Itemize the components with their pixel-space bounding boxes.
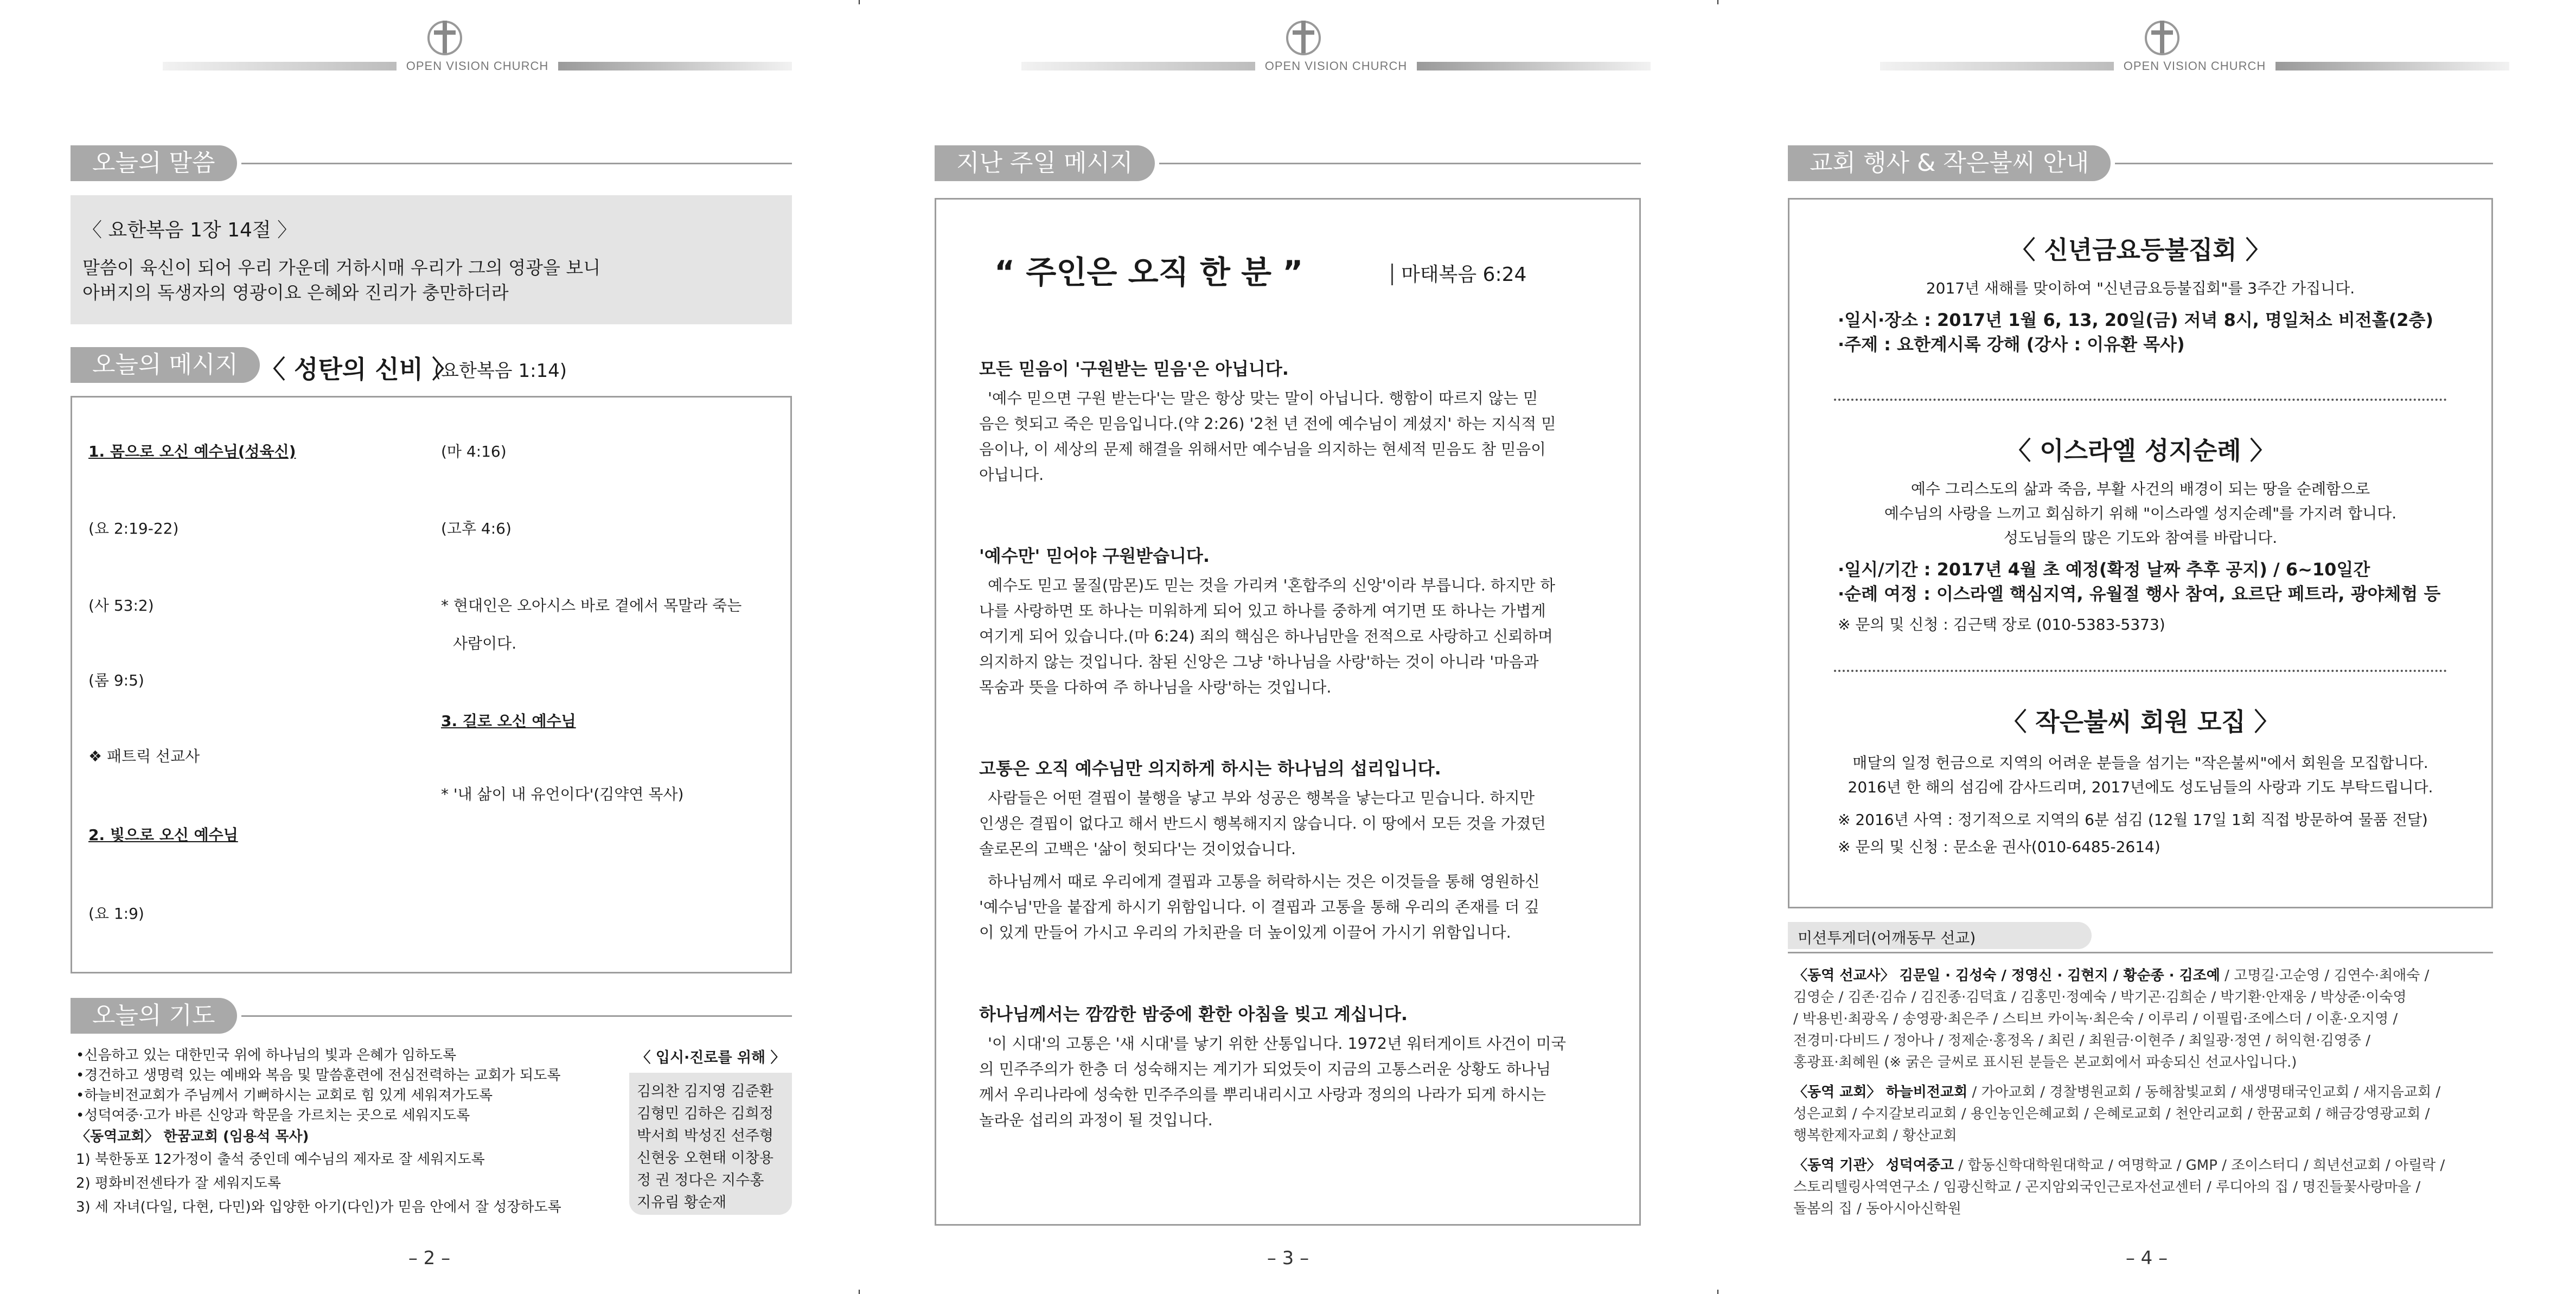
events-header xyxy=(1788,145,2493,181)
outline-reference: (롬 9:5) xyxy=(88,671,144,689)
prayer-item: 1) 북한동포 12가정이 출석 중인데 예수님의 제자로 잘 세워지도록 xyxy=(76,1151,485,1168)
paragraph-line: 음이나, 이 세상의 문제 해결을 위해서만 예수님을 의지하는 현세적 믿음도 참 믿음이 xyxy=(979,440,1546,458)
event-description: 매달의 일정 헌금으로 지역의 어려운 분들을 섬기는 "작은불씨"에서 회원을 모집합니다. xyxy=(1852,754,2428,772)
mission-line-bold: 〈동역 선교사〉 김문일 · 김성숙 / 정영신 · 김현지 / 황순종 · 김조예 xyxy=(1793,968,2220,984)
paragraph-line: 이 있게 만들어 가시고 우리의 가치관을 더 높이있게 이끌어 가시기 위함입니다. xyxy=(979,924,1511,941)
events-box xyxy=(1788,198,2493,908)
paragraph-line: 의 민주주의가 한층 더 성숙해지는 계기가 되었듯이 지금의 고통스러운 상황도 하나님 xyxy=(979,1060,1551,1078)
mission-line-text: 홍광표·최혜원 (※ 굵은 글씨로 표시된 분들은 본교회에서 파송되신 선교사입니다.) xyxy=(1793,1054,2297,1071)
section-heading: 고통은 오직 예수님만 의지하게 하시는 하나님의 섭리입니다. xyxy=(979,758,1441,779)
paragraph-line: 나를 사랑하면 또 하나는 미워하게 되어 있고 하나를 중하게 여기면 또 하나는 가볍게 xyxy=(979,602,1546,620)
event-description: 성도님들의 많은 기도와 참여를 바랍니다. xyxy=(2003,529,2278,547)
mission-line-text: / 고명길·고순영 / 김연수·최애숙 / xyxy=(2220,968,2430,984)
section-label: 오늘의 말씀 xyxy=(71,145,237,181)
mission-line xyxy=(1793,1051,2297,1071)
section-heading: '예수만' 믿어야 구원받습니다. xyxy=(979,546,1210,566)
sermon-reference: 마태복음 6:24 xyxy=(1401,264,1527,286)
outline-note: 사람이다. xyxy=(453,635,517,652)
mission-line-text: 돌봄의 집 / 동아시아신학원 xyxy=(1793,1201,1961,1217)
exam-names-list xyxy=(629,1073,792,1215)
outline-reference: (요 2:19-22) xyxy=(88,520,179,537)
mission-line xyxy=(1793,1081,2440,1101)
outline-note: * 현대인은 오아시스 바로 곁에서 목말라 죽는 xyxy=(441,597,742,614)
mission-line-text: 스토리텔링사역연구소 / 임광신학교 / 곤지암외국인근로자선교센터 / 루디아의 집 / 명진들꽃사랑마을 / xyxy=(1793,1179,2421,1195)
mission-line-text: 전경미·다비드 / 정아나 / 정제순·홍정옥 / 최린 / 최원금·이현주 / 최일광·정연 / 허익현·김영중 / xyxy=(1793,1033,2371,1049)
event-title: 〈 이스라엘 성지순례 〉 xyxy=(2006,436,2275,465)
crop-mark xyxy=(859,1290,860,1294)
outline-reference: (고후 4:6) xyxy=(441,520,512,537)
page-number: – 3 – xyxy=(1267,1247,1309,1269)
verse-text: 아버지의 독생자의 영광이요 은혜와 진리가 충만하더라 xyxy=(82,282,509,303)
verse-text: 말씀이 육신이 되어 우리 가운데 거하시매 우리가 그의 영광을 보니 xyxy=(82,257,601,278)
section-label: 교회 행사 & 작은불씨 안내 xyxy=(1788,145,2111,181)
mission-line xyxy=(1793,1154,2445,1174)
mission-line-bold: 〈동역 교회〉 하늘비전교회 xyxy=(1793,1084,1968,1100)
outline-reference: (마 4:16) xyxy=(441,443,507,460)
name-row: 지유림 황순재 xyxy=(637,1194,727,1211)
church-name: OPEN VISION CHURCH xyxy=(406,59,549,73)
mission-label: 미션투게더(어깨동무 선교) xyxy=(1798,929,1976,947)
event-description: 예수님의 사랑을 느끼고 회심하기 위해 "이스라엘 성지순례"를 가지려 합니다. xyxy=(1884,504,2397,522)
dotted-divider xyxy=(1834,399,2447,401)
section-label: 오늘의 기도 xyxy=(71,998,237,1034)
paragraph-line: 솔로몬의 고백은 '삶이 헛되다'는 것이었습니다. xyxy=(979,840,1296,858)
paragraph-line: '예수님'만을 붙잡게 하시기 위함입니다. 이 결핍과 고통을 통해 우리의 존재를 더 깊 xyxy=(979,898,1539,916)
paragraph-line: 놀라운 섭리의 과정이 될 것입니다. xyxy=(979,1111,1213,1129)
crop-mark xyxy=(859,0,860,4)
message-reference: (요한복음 1:14) xyxy=(434,360,567,382)
section-heading: 하나님께서는 깜깜한 밤중에 환한 아침을 빚고 계십니다. xyxy=(979,1004,1408,1024)
outline-heading: 2. 빛으로 오신 예수님 xyxy=(88,826,238,844)
page-2 xyxy=(0,0,859,1294)
page-header xyxy=(1880,16,2509,76)
church-logo-icon xyxy=(1271,16,1336,59)
outline-heading: 3. 길로 오신 예수님 xyxy=(441,712,576,730)
event-description: 2016년 한 해의 섬김에 감사드리며, 2017년에도 성도님들의 사랑과 기도 부탁드립니다. xyxy=(1848,778,2433,796)
name-row: 신현웅 오현태 이창용 xyxy=(637,1150,774,1167)
name-row: 김의찬 김지영 김준환 xyxy=(637,1083,774,1100)
church-logo-icon xyxy=(412,16,477,59)
mission-line xyxy=(1793,1008,2398,1028)
page-number: – 2 – xyxy=(408,1247,451,1269)
dotted-divider xyxy=(1834,670,2447,672)
verse-box xyxy=(71,195,792,324)
paragraph-line: 인생은 결핍이 없다고 해서 반드시 행복해지지 않습니다. 이 땅에서 모든 것을 가졌던 xyxy=(979,815,1546,832)
mission-line-text: / 박용빈·최광옥 / 송영광·최은주 / 스티브 카이녹·최은숙 / 이루리 / 이필립·조에스더 / 이훈·오지영 / xyxy=(1793,1011,2398,1027)
event-note: ※ 2016년 사역 : 정기적으로 지역의 6분 섬김 (12월 17일 1회 직접 방문하여 물품 전달) xyxy=(1838,811,2428,829)
paragraph-line: 하나님께서 때로 우리에게 결핍과 고통을 허락하시는 것은 이것들을 통해 영원하신 xyxy=(988,873,1540,891)
name-row: 정 권 정다은 지수홍 xyxy=(637,1172,764,1189)
title-separator xyxy=(1391,264,1393,285)
mission-line xyxy=(1793,1176,2420,1196)
paragraph-line: '이 시대'의 고통은 '새 시대'를 낳기 위한 산통입니다. 1972년 워터게이트 사건이 미국 xyxy=(988,1035,1567,1053)
section-label: 지난 주일 메시지 xyxy=(935,145,1155,181)
paragraph-line: '예수 믿으면 구원 받는다'는 말은 항상 맞는 말이 아닙니다. 행함이 따르지 않는 믿 xyxy=(988,389,1538,407)
mission-line-text: 성은교회 / 수지갈보리교회 / 용인농인은혜교회 / 은혜로교회 / 천안리교회 / 한꿈교회 / 해금강영광교회 / xyxy=(1793,1106,2430,1122)
mission-line xyxy=(1793,1124,1957,1144)
event-title: 〈 작은불씨 회원 모집 〉 xyxy=(2002,707,2279,736)
church-name: OPEN VISION CHURCH xyxy=(1264,59,1408,73)
name-row: 박서희 박성진 선주형 xyxy=(637,1128,774,1144)
prayer-item: •성덕여중·고가 바른 신앙과 학문을 가르치는 곳으로 세워지도록 xyxy=(76,1107,470,1124)
mission-tab xyxy=(1788,922,2092,949)
outline-note: ❖ 패트릭 선교사 xyxy=(88,747,200,765)
sermon-outline-box xyxy=(71,396,792,973)
mission-line xyxy=(1793,964,2429,984)
partner-church-title: 〈동역교회〉 한꿈교회 (임용석 목사) xyxy=(76,1129,309,1145)
mission-line-text: / 합동신학대학원대학교 / 여명학교 / GMP / 조이스터디 / 희년선교회 / 아릴락 / xyxy=(1954,1157,2445,1174)
paragraph-line: 의지하지 않는 것입니다. 참된 신앙은 그냥 '하나님을 사랑'하는 것이 아니라 '마음과 xyxy=(979,653,1539,671)
paragraph-line: 예수도 믿고 물질(맘몬)도 믿는 것을 가리켜 '혼합주의 신앙'이라 부릅니다. 하지만 하 xyxy=(988,576,1556,594)
paragraph-line: 음은 헛되고 죽은 믿음입니다.(약 2:26) '2천 년 전에 예수님이 계셨지' 하는 지식적 믿 xyxy=(979,415,1556,433)
event-description: 2017년 새해를 맞이하여 "신년금요등불집회"를 3주간 가집니다. xyxy=(1926,279,2355,297)
page-header xyxy=(1021,16,1651,76)
church-name: OPEN VISION CHURCH xyxy=(2123,59,2266,73)
page-number: – 4 – xyxy=(2125,1247,2168,1269)
message-title: 〈 성탄의 신비 〉 xyxy=(260,355,457,384)
today-word-header xyxy=(71,145,792,181)
event-note: ※ 문의 및 신청 : 문소윤 권사(010-6485-2614) xyxy=(1838,838,2160,856)
page-header xyxy=(163,16,792,76)
prayer-item: 2) 평화비전센타가 잘 세워지도록 xyxy=(76,1175,281,1191)
paragraph-line: 목숨과 뜻을 다하여 주 하나님을 사랑'하는 것입니다. xyxy=(979,678,1332,696)
event-detail: ·주제 : 요한계시록 강해 (강사 : 이유환 목사) xyxy=(1838,334,2185,355)
prayer-item: •하늘비전교회가 주님께서 기뻐하시는 교회로 힘 있게 세워져가도록 xyxy=(76,1087,493,1104)
outline-heading: 1. 몸으로 오신 예수님(성육신) xyxy=(88,443,296,460)
prayer-item: •경건하고 생명력 있는 예배와 복음 및 말씀훈련에 전심전력하는 교회가 되도록 xyxy=(76,1067,561,1084)
page-3 xyxy=(859,0,1717,1294)
section-label: 오늘의 메시지 xyxy=(71,347,260,383)
outline-note: * '내 삶이 내 유언이다'(김약연 목사) xyxy=(441,785,684,803)
name-row: 김형민 김하은 김희정 xyxy=(637,1105,774,1122)
verse-reference: 〈 요한복음 1장 14절 〉 xyxy=(82,219,297,241)
paragraph-line: 사람들은 어떤 결핍이 불행을 낳고 부와 성공은 행복을 낳는다고 믿습니다. 하지만 xyxy=(988,789,1535,807)
prayer-header xyxy=(71,998,792,1034)
crop-mark xyxy=(1717,0,1718,4)
mission-line xyxy=(1793,1103,2430,1123)
section-heading: 모든 믿음이 '구원받는 믿음'은 아닙니다. xyxy=(979,358,1289,379)
event-detail: ·순례 여정 : 이스라엘 핵심지역, 유월절 행사 참여, 요르단 페트라, 광야체험 등 xyxy=(1838,584,2441,604)
mission-line-text: / 가아교회 / 경찰병원교회 / 동해참빛교회 / 새생명태국인교회 / 새지음교회 / xyxy=(1967,1084,2441,1100)
exam-prayer-title: 〈 입시·진로를 위해 〉 xyxy=(636,1049,785,1066)
outline-reference: (요 1:9) xyxy=(88,905,144,923)
mission-line-text: 행복한제자교회 / 황산교회 xyxy=(1793,1128,1957,1144)
event-detail: ·일시·장소 : 2017년 1월 6, 13, 20일(금) 저녁 8시, 명일처소 비전홀(2층) xyxy=(1838,310,2434,330)
event-note: ※ 문의 및 신청 : 김근택 장로 (010-5383-5373) xyxy=(1838,616,2165,633)
prayer-item: 3) 세 자녀(다일, 다현, 다민)와 입양한 아기(다인)가 믿음 안에서 잘 성장하도록 xyxy=(76,1199,561,1215)
prayer-item: •신음하고 있는 대한민국 위에 하나님의 빛과 은혜가 임하도록 xyxy=(76,1047,457,1064)
mission-line-text: 김영순 / 김존·김슈 / 김진종·김덕효 / 김홍민·정예숙 / 박기곤·김희순 / 박기환·안재웅 / 박상준·이숙영 xyxy=(1793,989,2407,1005)
outline-reference: (사 53:2) xyxy=(88,597,154,614)
event-description: 예수 그리스도의 삶과 죽음, 부활 사건의 배경이 되는 땅을 순례함으로 xyxy=(1910,480,2370,498)
crop-mark xyxy=(1717,1290,1718,1294)
event-detail: ·일시/기간 : 2017년 4월 초 예정(확정 날짜 추후 공지) / 6~10일간 xyxy=(1838,559,2370,580)
exam-prayer-box xyxy=(629,1041,792,1218)
today-message-header xyxy=(71,347,255,383)
mission-line xyxy=(1793,1029,2370,1049)
sermon-title: “ 주인은 오직 한 분 ” xyxy=(994,254,1303,291)
last-week-message-header xyxy=(935,145,1641,181)
event-title: 〈 신년금요등불집회 〉 xyxy=(2010,235,2271,265)
paragraph-line: 아닙니다. xyxy=(979,466,1044,484)
paragraph-line: 여기게 되어 있습니다.(마 6:24) 죄의 핵심은 하나님만을 전적으로 사랑하고 신뢰하며 xyxy=(979,627,1553,645)
paragraph-line: 께서 우리나라에 성숙한 민주주의를 뿌리내리시고 사랑과 정의의 나라가 되게 하시는 xyxy=(979,1086,1546,1104)
mission-line-bold: 〈동역 기관〉 성덕여중고 xyxy=(1793,1157,1954,1174)
mission-line xyxy=(1793,986,2407,1006)
page-4 xyxy=(1717,0,2576,1294)
church-logo-icon xyxy=(2130,16,2195,59)
mission-line xyxy=(1793,1197,1961,1218)
